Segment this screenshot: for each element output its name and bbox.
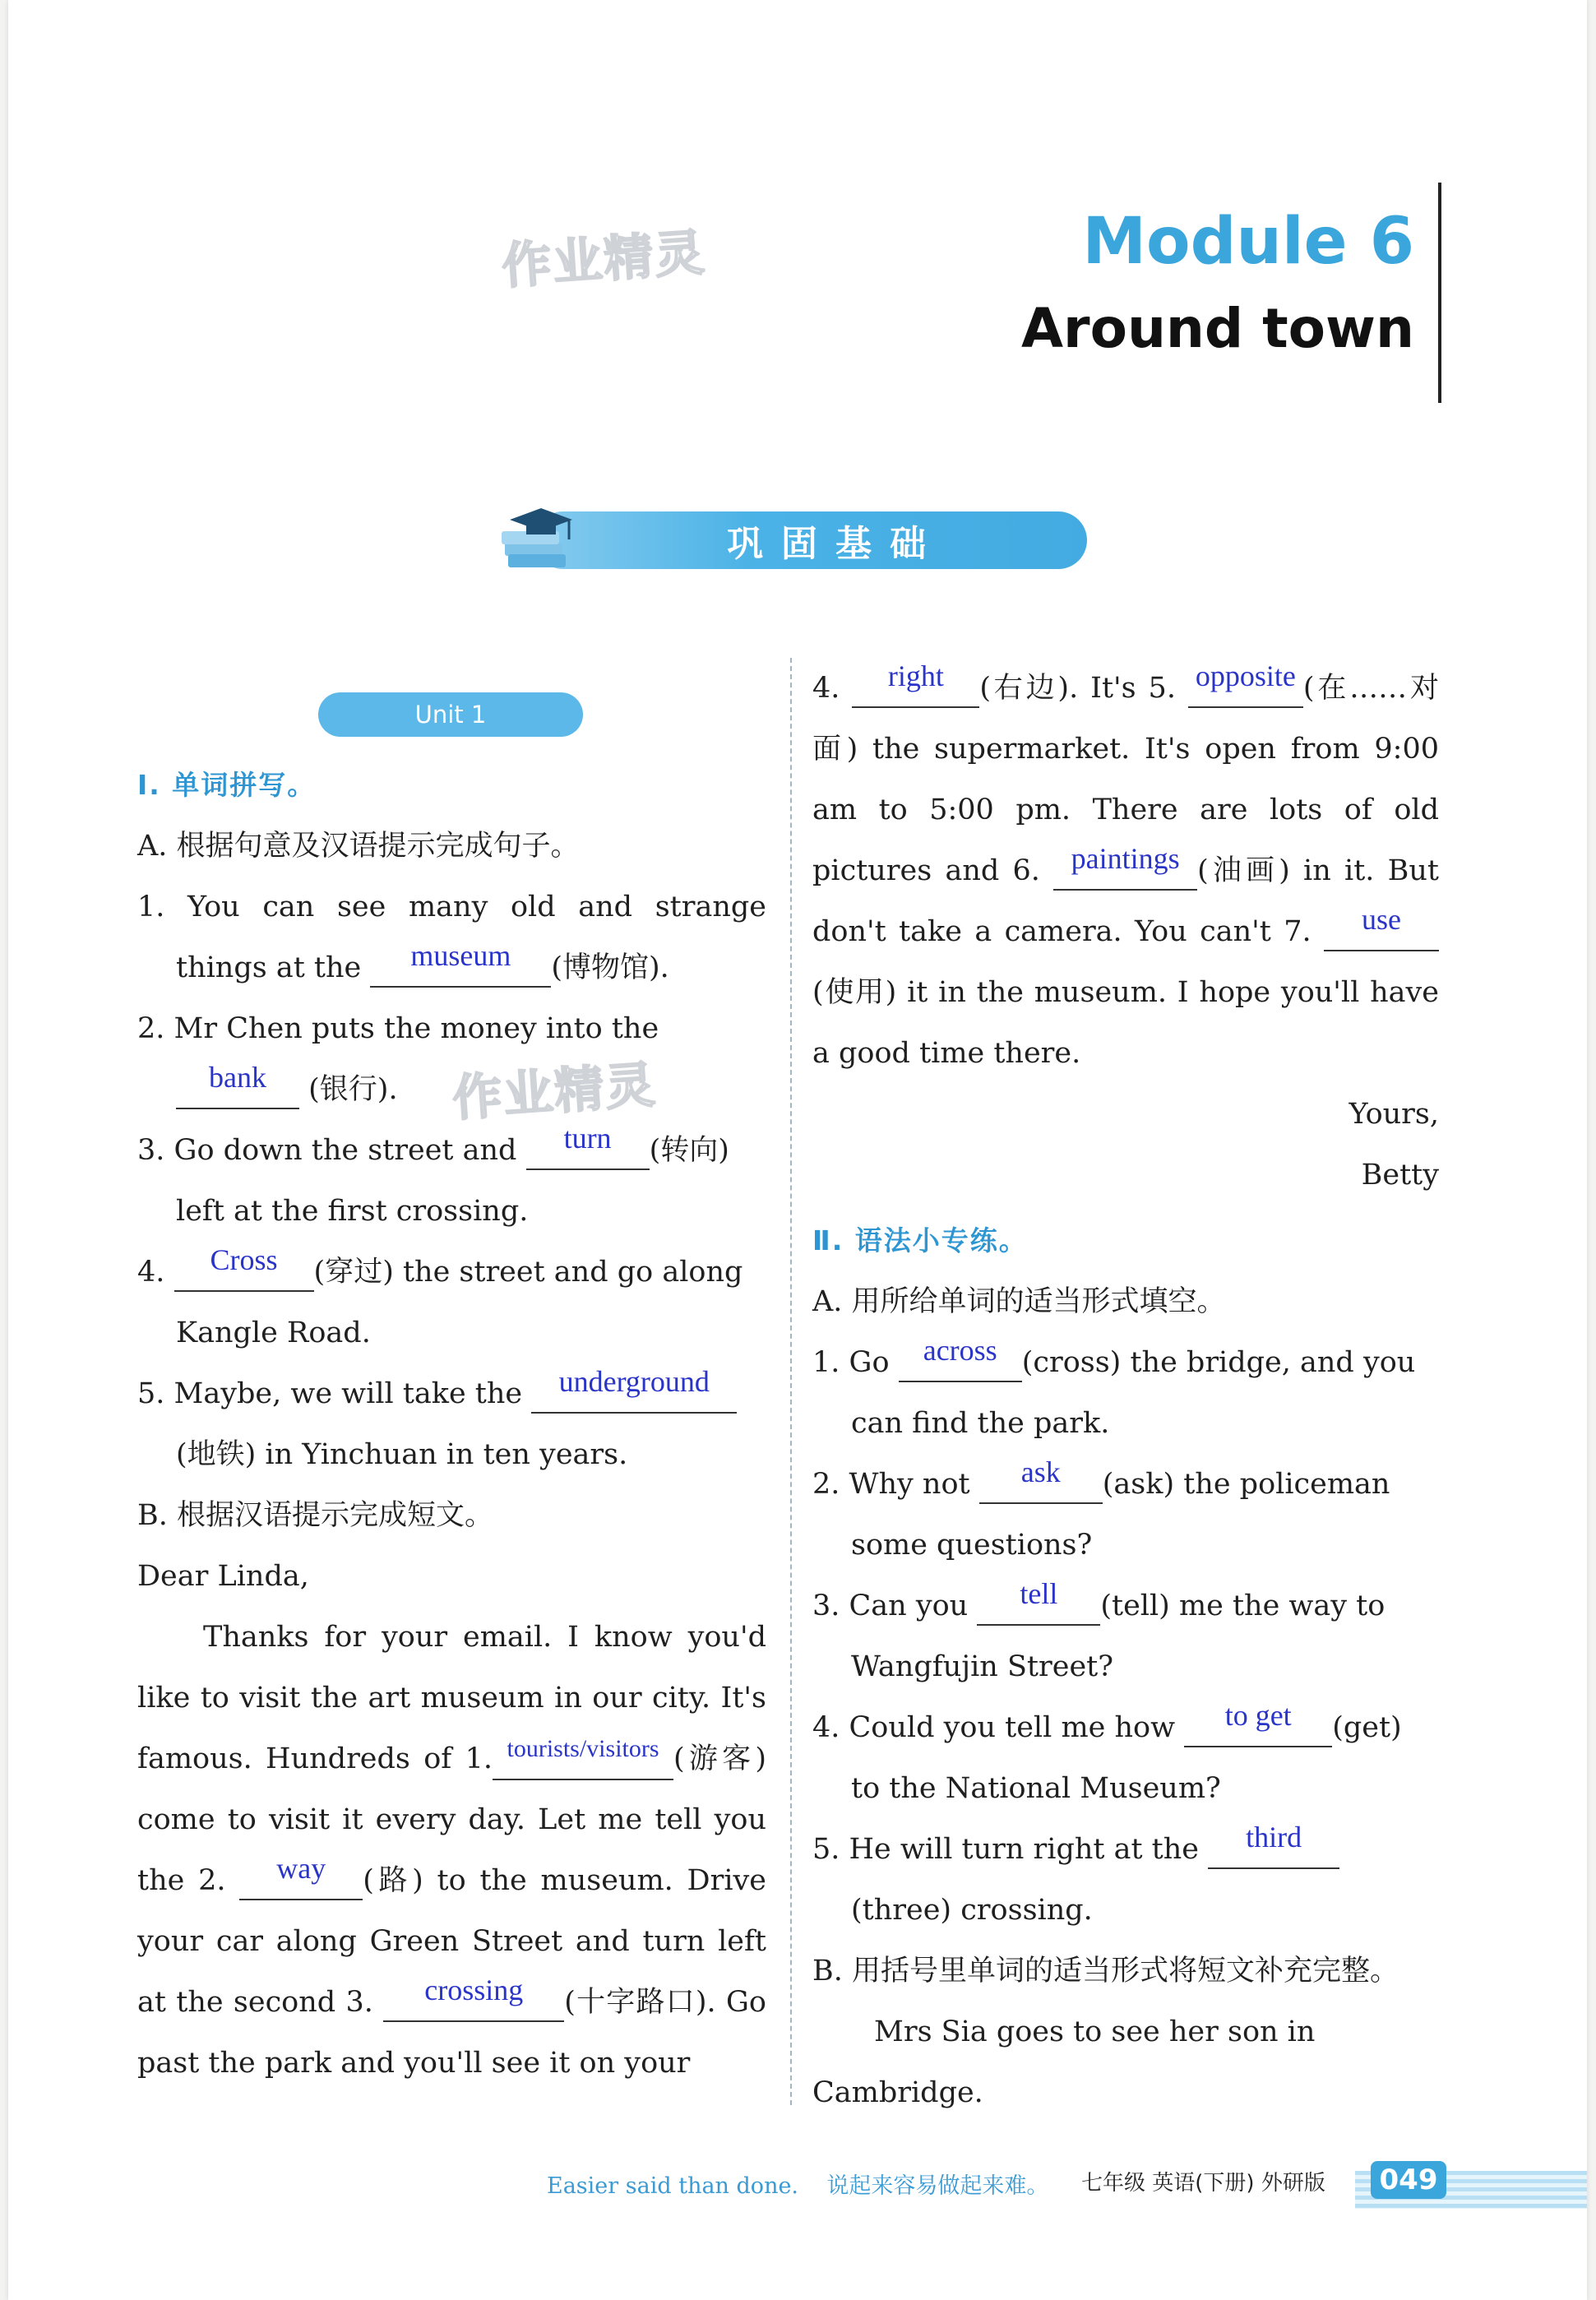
answer-blank[interactable] bbox=[1324, 903, 1439, 951]
answer-blank[interactable] bbox=[493, 1735, 673, 1780]
answer-text: across bbox=[923, 1334, 997, 1367]
watermark: 作业精灵 bbox=[451, 1056, 659, 1128]
section-banner bbox=[534, 511, 1087, 569]
answer-text: use bbox=[1361, 903, 1401, 936]
module-title: Around town bbox=[1020, 297, 1414, 360]
letter-body-continued: 4. right (右边). It's 5. opposite (在……对面) the supermarket. It's open from 9:00 am to 5:00 pm. There are lots of old pictures and 6. paintings (油画) in it. But don't take a camera. You can't 7. use(使用) it in the museum. I hope you'll have a good time there. bbox=[812, 659, 1439, 1070]
section-heading: Ⅱ. 语法小专练。 bbox=[812, 1224, 1028, 1256]
letter-closing: Yours, bbox=[1349, 1098, 1439, 1131]
answer-text: Cross bbox=[210, 1243, 278, 1276]
answer-text: way bbox=[276, 1852, 326, 1885]
passage-first-line: Mrs Sia goes to see her son in Cambridge. bbox=[812, 2015, 1316, 2109]
exercise-item: 1. You can see many old and strange things at the museum (博物馆). bbox=[137, 877, 766, 998]
answer-blank[interactable] bbox=[383, 1974, 564, 2022]
answer-text: tell bbox=[1020, 1577, 1058, 1610]
answer-blank[interactable] bbox=[526, 1122, 650, 1170]
title-divider bbox=[1438, 183, 1441, 403]
left-column bbox=[137, 658, 766, 2094]
part-instruction: B. 用括号里单词的适当形式将短文补充完整。 bbox=[812, 1955, 1399, 1988]
motto-english: Easier said than done. bbox=[547, 2173, 799, 2199]
exercise-item: 1. Go across (cross) the bridge, and you can find the park. bbox=[812, 1334, 1416, 1440]
answer-text: crossing bbox=[424, 1974, 524, 2006]
answer-blank[interactable] bbox=[176, 1061, 299, 1109]
part-instruction: A. 根据句意及汉语提示完成句子。 bbox=[137, 830, 580, 863]
watermark: 作业精灵 bbox=[500, 224, 708, 296]
unit-label: Unit 1 bbox=[318, 692, 583, 737]
answer-text: paintings bbox=[1071, 842, 1180, 875]
answer-blank[interactable] bbox=[899, 1334, 1022, 1382]
answer-text: to get bbox=[1224, 1699, 1292, 1732]
letter-signature: Betty bbox=[1361, 1159, 1439, 1192]
answer-text: right bbox=[887, 659, 944, 692]
book-cap-icon bbox=[493, 493, 584, 584]
answer-blank[interactable] bbox=[1184, 1699, 1332, 1747]
exercise-item: 3. Go down the street and turn (转向) left at the first crossing. bbox=[137, 1122, 729, 1228]
page-number: 049 bbox=[1371, 2161, 1446, 2199]
banner-label: 巩固基础 bbox=[727, 523, 944, 565]
answer-text: tourists/visitors bbox=[507, 1735, 659, 1762]
module-number: Module 6 bbox=[1082, 205, 1414, 279]
answer-blank[interactable] bbox=[239, 1852, 363, 1900]
section-heading: Ⅰ. 单词拼写。 bbox=[137, 769, 317, 801]
module-heading bbox=[1020, 205, 1414, 360]
exercise-item: 5. He will turn right at the third(three) crossing. bbox=[812, 1819, 1439, 1941]
answer-blank[interactable] bbox=[852, 659, 979, 708]
exercise-item: 3. Can you tell (tell) me the way to Wangfujin Street? bbox=[812, 1577, 1386, 1683]
answer-blank[interactable] bbox=[1053, 842, 1197, 891]
answer-blank[interactable] bbox=[1188, 659, 1303, 708]
workbook-page bbox=[8, 0, 1587, 2300]
motto-chinese: 说起来容易做起来难。 bbox=[826, 2173, 1049, 2199]
exercise-item: 2. Mr Chen puts the money into the bank (银行). bbox=[137, 998, 766, 1120]
answer-blank[interactable] bbox=[977, 1577, 1100, 1626]
answer-blank[interactable] bbox=[531, 1365, 737, 1414]
exercise-item: 2. Why not ask (ask) the policeman some questions? bbox=[812, 1455, 1390, 1562]
book-info: 七年级 英语(下册) 外研版 bbox=[1081, 2171, 1325, 2196]
answer-blank[interactable] bbox=[370, 939, 551, 988]
exercise-item: 4. Could you tell me how to get (get) to the National Museum? bbox=[812, 1699, 1402, 1805]
answer-blank[interactable] bbox=[174, 1243, 314, 1292]
exercise-item: 5. Maybe, we will take the underground (地铁) in Yinchuan in ten years. bbox=[137, 1363, 766, 1485]
answer-text: third bbox=[1246, 1821, 1302, 1853]
answer-text: underground bbox=[558, 1365, 710, 1398]
exercise-item: 4. Cross (穿过) the street and go along Kangle Road. bbox=[137, 1243, 743, 1349]
part-instruction: B. 根据汉语提示完成短文。 bbox=[137, 1499, 493, 1532]
answer-blank[interactable] bbox=[1208, 1821, 1339, 1869]
part-instruction: A. 用所给单词的适当形式填空。 bbox=[812, 1285, 1226, 1318]
answer-text: bank bbox=[209, 1061, 266, 1094]
answer-text: ask bbox=[1020, 1455, 1061, 1488]
answer-text: turn bbox=[563, 1122, 612, 1155]
letter-body: Thanks for your email. I know you'd like to visit the art museum in our city. It's famous. Hundreds of 1. tourists/visitors (游客) come to visit it every day. Let me tell you the 2. way (路) to the museum. Drive your car along Green Street and turn left at the second 3. crossing (十字路口). Go past the park and you'll see it on your bbox=[137, 1621, 767, 2080]
answer-blank[interactable] bbox=[979, 1455, 1103, 1504]
footer-motto bbox=[547, 2168, 1048, 2200]
letter-greeting: Dear Linda, bbox=[137, 1560, 309, 1593]
right-column bbox=[812, 658, 1439, 2123]
column-divider bbox=[790, 658, 792, 2105]
answer-text: museum bbox=[410, 939, 511, 972]
answer-text: opposite bbox=[1195, 659, 1296, 692]
